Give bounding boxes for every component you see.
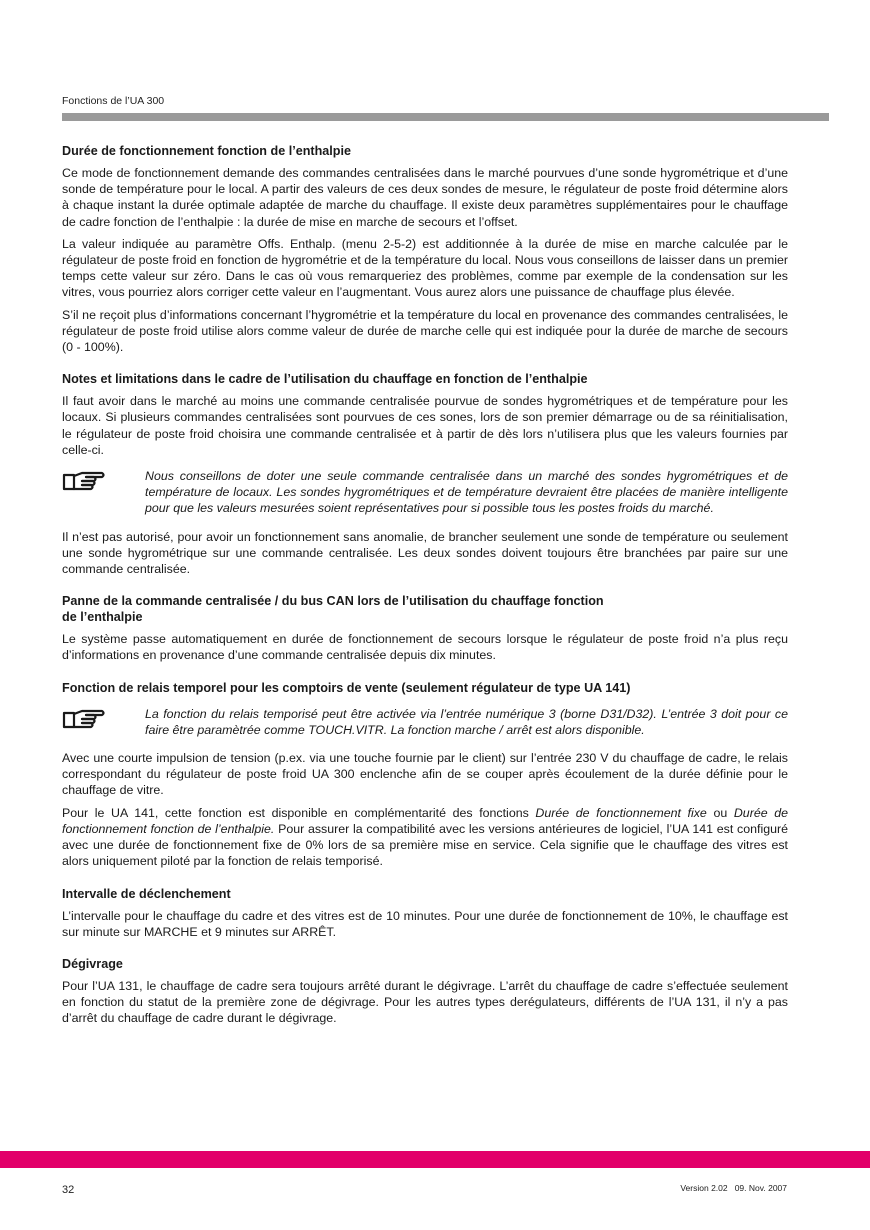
footer-bar [0,1151,870,1168]
paragraph-text: Pour le UA 141, cette fonction est disponible en complémentarité des fonctions [62,805,536,820]
section-heading: Fonction de relais temporel pour les comptoirs de vente (seulement régulateur de type UA 141) [62,680,631,695]
note-text: La fonction du relais temporisé peut être activée via l’entrée numérique 3 (borne D31/D32). L’entrée 3 doit pour ce faire être paramètrée comme TOUCH.VITR. La fonction marche / arrêt est alors disponible. [145,706,788,737]
paragraph: Avec une courte impulsion de tension (p.ex. via une touche fournie par le client) sur l’entrée 230 V du chauffage de cadre, le relais correspondant du régulateur de poste froid UA 300 enclenche afin de se couper après écoulement de la durée définie pour le chauffage de vitre. [62,751,788,798]
section-heading: Notes et limitations dans le cadre de l’utilisation du chauffage en fonction de l’enthalpie [62,372,588,387]
paragraph: Le système passe automatiquement en durée de fonctionnement de secours lorsque le régulateur de poste froid n’a plus reçu d’informations en provenance d’une commande centralisée depuis dix minutes. [62,632,788,663]
section-heading [62,593,788,625]
paragraph: L’intervalle pour le chauffage du cadre et des vitres est de 10 minutes. Pour une durée de fonctionnement de 10%, le chauffage est sur minute sur MARCHE et 9 minutes sur ARRÊT. [62,908,788,939]
pointing-hand-icon [62,468,145,493]
emphasis-text: Durée de fonctionnement fonction de l’enthalpie. [62,805,789,836]
document-body [62,143,788,1033]
paragraph: S’il ne reçoit plus d’informations concernant l’hygrométrie et la température du local en provenance des commandes centralisées, le régulateur de poste froid utilise alors comme valeur de durée de marche celle qui est indiquée pour la durée de marche de secours (0 - 100%). [62,307,788,355]
paragraph-text: Pour assurer la compatibilité avec les versions antérieures de logiciel, l’UA 141 est configuré avec une durée de fonctionnement fixe de 0% lors de sa première mise en service. Cela signifie que le chauffage des vitres est alors uniquement piloté par la fonction de relais temporisé. [62,821,788,869]
paragraph: Il n’est pas autorisé, pour avoir un fonctionnement sans anomalie, de brancher seulement une sonde de température ou seulement une sonde hygrométrique sur une commande centralisée. Les deux sondes doivent toujours être branchées par paire sur une commande centralisée. [62,529,788,577]
section-heading-line: Panne de la commande centralisée / du bus CAN lors de l’utilisation du chauffage fonction [62,594,604,609]
note-block [62,468,788,517]
paragraph [62,805,788,870]
note-block [62,706,788,738]
paragraph: Pour l’UA 131, le chauffage de cadre sera toujours arrêté durant le dégivrage. L’arrêt du chauffage de cadre s’effectuée seulement en fonction du statut de la première zone de dégivrage. Pour les autres types derégulateurs, différents de l’UA 131, il n’y a pas d’arrêt du chauffage de cadre durant le dégivrage. [62,978,788,1026]
note-text: Nous conseillons de doter une seule commande centralisée dans un marché des sondes hygrométriques et de température de locaux. Les sondes hygrométriques et de température devraient être placées de manière intelligente pour que les valeurs mesurées soient représentatives pour si possible tous les postes froids du marché. [145,469,788,516]
pointing-hand-icon [62,706,145,731]
paragraph-text: ou [706,805,734,820]
page-number: 32 [62,1184,75,1196]
paragraph: La valeur indiquée au paramètre Offs. Enthalp. (menu 2-5-2) est additionnée à la durée de mise en marche calculée par le régulateur de poste froid en fonction de hygrométrie et de la température du local. Nous vous conseillons de laisser dans un premier temps cette valeur sur zéro. Dans le cas où vous remarqueriez des problèmes, comme par exemple de la condensation sur les vitres, vous pourriez alors corriger cette valeur en l’augmentant. Vous aurez alors une puissance de chauffage plus élevée. [62,236,788,300]
page-header-title: Fonctions de l’UA 300 [62,95,165,107]
version-info: Version 2.02 09. Nov. 2007 [680,1183,787,1193]
section-heading: Dégivrage [62,956,123,971]
emphasis-text: Durée de fonctionnement fixe [535,805,707,820]
paragraph: Il faut avoir dans le marché au moins une commande centralisée pourvue de sondes hygrométriques et de température pour les locaux. Si plusieurs commandes centralisées sont pourvues de ces sones, lors de son premier démarrage ou de sa réinitialisation, le régulateur de poste froid choisira une commande centralisée et à partir de dès lors n’utilisera plus que les valeurs fournies par celle-ci. [62,394,788,457]
section-heading: Durée de fonctionnement fonction de l’enthalpie [62,144,351,158]
section-heading-line: de l’enthalpie [62,610,143,625]
header-rule [62,113,829,121]
section-heading: Intervalle de déclenchement [62,886,231,901]
paragraph: Ce mode de fonctionnement demande des commandes centralisées dans le marché pourvues d’une sonde hygrométrique et d’une sonde de température pour le local. A partir des valeurs de ces deux sondes de mesure, le régulateur de poste froid détermine alors à chaque instant la durée optimale adaptée de marche du chauffage. Il existe deux paramètres supplémentaires pour le chauffage de cadre fonction de l’enthalpie : la durée de mise en marche de secours et l’offset. [62,166,788,229]
